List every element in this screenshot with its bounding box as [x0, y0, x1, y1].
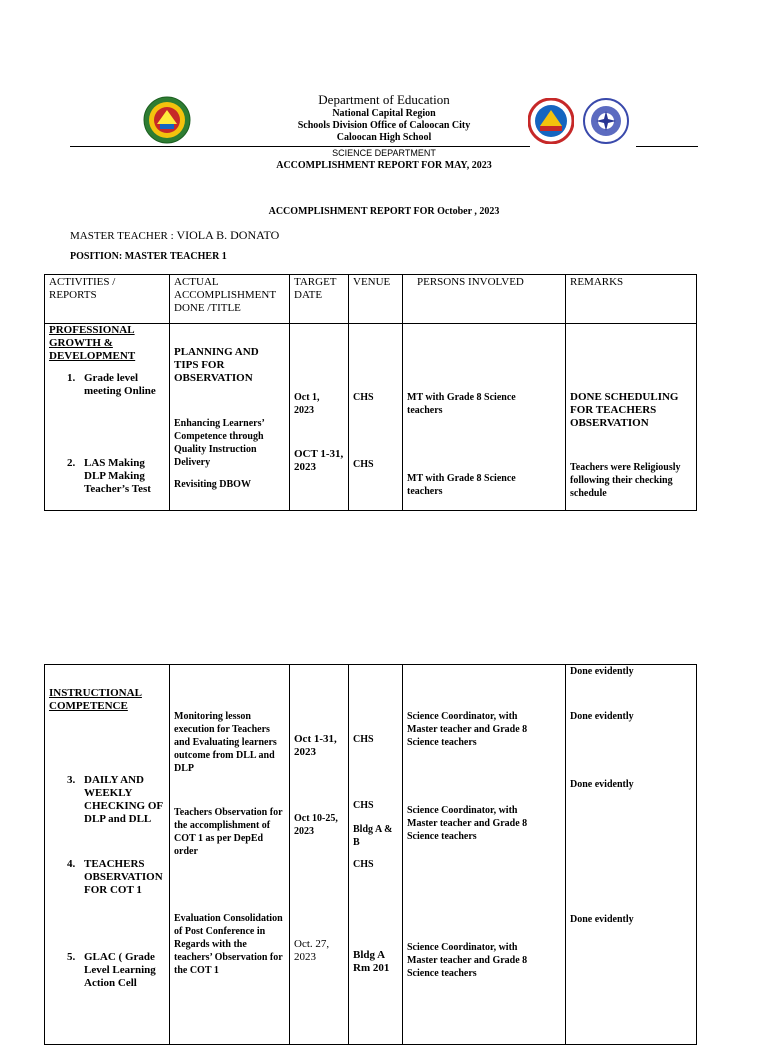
region-name: National Capital Region — [332, 108, 436, 119]
col-target: TARGET DATE — [290, 275, 349, 324]
caloocan-high-school-logo — [143, 96, 191, 144]
persons-3: Science Coordinator, with Master teacher and Grade 8 Science teachers — [407, 942, 528, 979]
venue-1: CHS — [353, 392, 374, 403]
item-1-text: Grade level meeting Online — [84, 372, 156, 397]
header-rule-right — [636, 146, 698, 147]
date-2: OCT 1-31, 2023 — [294, 448, 344, 473]
col-venue: VENUE — [349, 275, 403, 324]
remarks-3: Done evidently — [570, 914, 634, 925]
col-activities: ACTIVITIES / REPORTS — [45, 275, 170, 324]
actual-planning: PLANNING AND TIPS FOR OBSERVATION — [174, 346, 259, 384]
remarks-0: Done evidently — [570, 666, 634, 677]
division-name: Schools Division Office of Caloocan City — [297, 120, 471, 131]
date-3: Oct. 27, 2023 — [294, 938, 330, 963]
table-row — [45, 665, 697, 1045]
accomplishment-table-1 — [44, 274, 697, 511]
actual-revisiting: Revisiting DBOW — [174, 479, 251, 490]
item-1-number: 1. — [67, 372, 76, 384]
remarks-2: Done evidently — [570, 779, 634, 790]
item-4-number: 4. — [67, 858, 76, 870]
persons-2: MT with Grade 8 Science teachers — [407, 473, 516, 497]
table-row — [45, 324, 697, 511]
item-3-number: 3. — [67, 774, 76, 786]
master-teacher-name: VIOLA B. DONATO — [176, 228, 280, 242]
persons-1: Science Coordinator, with Master teacher and Grade 8 Science teachers — [407, 711, 528, 748]
master-teacher-line — [70, 228, 279, 243]
venue-5: Bldg A Rm 201 — [353, 949, 390, 974]
venue-1: CHS — [353, 734, 374, 745]
date-1: Oct 1, 2023 — [294, 392, 320, 416]
master-teacher-label: MASTER TEACHER : — [70, 230, 177, 242]
remarks-2: Teachers were Religiously following their checking schedule — [570, 462, 681, 499]
actual-teachers-observation: Teachers Observation for the accomplishment of COT 1 as per DepEd order — [174, 807, 283, 857]
item-5-number: 5. — [67, 951, 76, 963]
actual-enhancing: Enhancing Learners’ Competence through Quality Instruction Delivery — [174, 418, 265, 468]
item-2-text: LAS Making DLP Making Teacher’s Test — [84, 457, 151, 495]
actual-monitoring: Monitoring lesson execution for Teachers and Evaluating learners outcome from DLL and DLP — [174, 711, 277, 774]
item-5-text: GLAC ( Grade Level Learning Action Cell — [84, 951, 156, 989]
item-3-text: DAILY AND WEEKLY CHECKING OF DLP and DLL — [84, 774, 163, 825]
report-title-october: ACCOMPLISHMENT REPORT FOR October , 2023 — [268, 206, 500, 217]
table-header-row — [45, 275, 697, 324]
section-professional-growth: PROFESSIONAL GROWTH & DEVELOPMENT — [49, 324, 136, 362]
persons-2: Science Coordinator, with Master teacher and Grade 8 Science teachers — [407, 805, 528, 842]
date-1: Oct 1-31, 2023 — [294, 733, 337, 758]
accomplishment-table-2 — [44, 664, 697, 1045]
venue-4: CHS — [353, 859, 374, 870]
venue-2: CHS — [353, 800, 374, 811]
col-actual: ACTUAL ACCOMPLISHMENT DONE /TITLE — [170, 275, 290, 324]
persons-1: MT with Grade 8 Science teachers — [407, 392, 516, 416]
col-remarks: REMARKS — [566, 275, 697, 324]
col-persons: PERSONS INVOLVED — [403, 275, 566, 324]
sdo-caloocan-logo — [528, 98, 574, 144]
remarks-1: Done evidently — [570, 711, 634, 722]
dept-name: Department of Education — [318, 92, 450, 107]
venue-3: Bldg A & B — [353, 824, 393, 848]
section-instructional-competence: INSTRUCTIONAL COMPETENCE — [49, 687, 142, 712]
position-line: POSITION: MASTER TEACHER 1 — [70, 251, 227, 262]
venue-2: CHS — [353, 459, 374, 470]
item-4-text: TEACHERS OBSERVATION FOR COT 1 — [84, 858, 163, 896]
remarks-1: DONE SCHEDULING FOR TEACHERS OBSERVATION — [570, 391, 679, 429]
header-rule — [70, 146, 530, 147]
science-department: SCIENCE DEPARTMENT — [332, 148, 436, 158]
report-title-may: ACCOMPLISHMENT REPORT FOR MAY, 2023 — [276, 160, 492, 171]
item-2-number: 2. — [67, 457, 76, 469]
school-name: Caloocan High School — [336, 132, 432, 143]
date-2: Oct 10-25, 2023 — [294, 813, 338, 837]
actual-evaluation: Evaluation Consolidation of Post Conference in Regards with the teachers’ Observation for the COT 1 — [174, 913, 283, 976]
deped-seal-logo — [583, 98, 629, 144]
